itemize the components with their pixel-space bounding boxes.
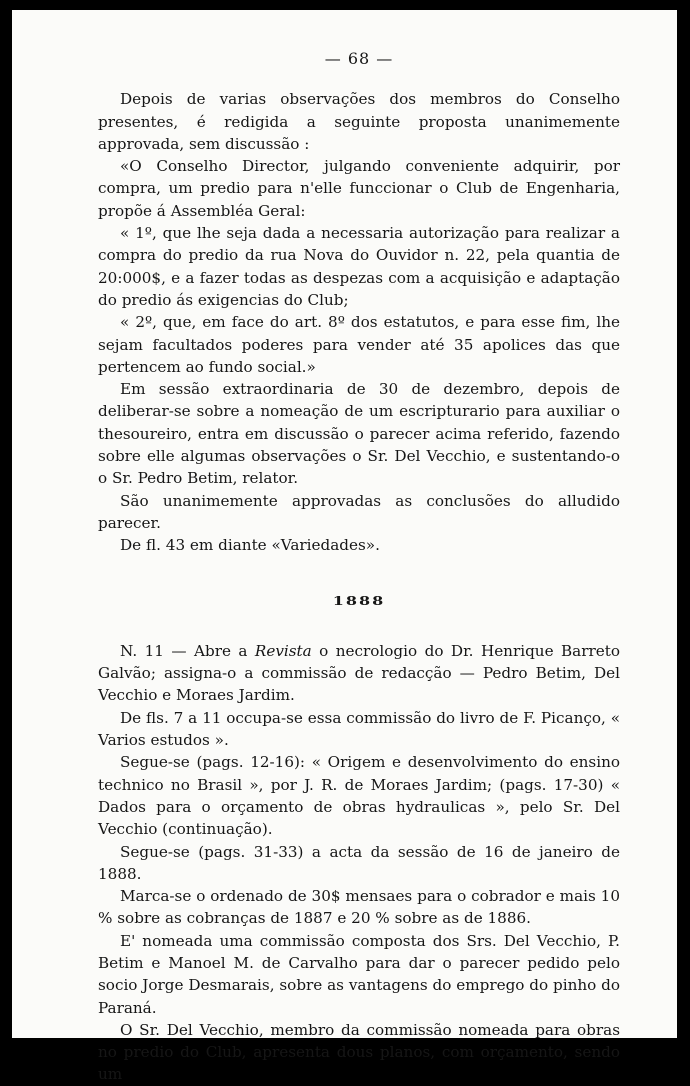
- paragraph: Em sessão extraordinaria de 30 de dezembro, depois de deliberar-se sobre a nomeação de um escripturario para auxiliar o thesoureiro, entra em discussão o parecer acima referido, fazendo sobre elle algumas observações o Sr. Del Vecchio, e sustentando-o o Sr. Pedro Betim, relator.: [98, 380, 620, 488]
- paragraph: Segue-se (pags. 31-33) a acta da sessão de 16 de janeiro de 1888.: [98, 842, 620, 883]
- paragraph: « 1º, que lhe seja dada a necessaria autorização para realizar a compra do predio da rua Nova do Ouvidor n. 22, pela quantia de 20:000$, e a fazer todas as despezas com a acquisição e adaptação do predio ás exigencias do Club;: [98, 224, 620, 309]
- page-number: — 68 —: [324, 49, 394, 68]
- journal-title: Revista: [254, 641, 312, 660]
- year-heading: 1888: [332, 593, 386, 608]
- paragraph-text: o necrologio do Dr. Henrique Barreto Galvão; assigna-o a commissão de redacção — Pedro Betim, Del Vecchio e Moraes Jardim.: [98, 641, 620, 705]
- document-page: [12, 10, 677, 1084]
- paragraph: E' nomeada uma commissão composta dos Srs. Del Vecchio, P. Betim e Manoel M. de Carvalho para dar o parecer pedido pelo socio Jorge Desmarais, sobre as vantagens do emprego do pinho do Paraná.: [98, 931, 620, 1017]
- paragraph: Segue-se (pags. 12-16): « Origem e desenvolvimento do ensino technico no Brasil », por J. R. de Moraes Jardim; (pags. 17-30) « Dados para o orçamento de obras hydraulicas », pelo Sr. Del Vecchio (continuação).: [98, 753, 620, 839]
- paragraph: « 2º, que, em face do art. 8º dos estatutos, e para esse fim, lhe sejam facultados poderes para vender até 35 apolices das que pertencem ao fundo social.»: [98, 313, 620, 376]
- paragraph: De fls. 7 a 11 occupa-se essa commissão do livro de F. Picanço, « Varios estudos ».: [98, 708, 620, 750]
- paragraph: Depois de varias observações dos membros do Conselho presentes, é redigida a seguinte proposta unanimemente approvada, sem discussão :: [98, 90, 620, 153]
- paragraph: [98, 640, 620, 707]
- paragraph: «O Conselho Director, julgando conveniente adquirir, por compra, um predio para n'elle funccionar o Club de Engenharia, propõe á Assembléa Geral:: [98, 157, 620, 220]
- paragraph: O Sr. Del Vecchio, membro da commissão nomeada para obras no predio do Club, apresenta dous planos, com orçamento, sendo um: [98, 1020, 620, 1084]
- paragraph: De fl. 43 em diante «Variedades».: [120, 536, 380, 555]
- paragraph-text: N. 11 — Abre a: [120, 641, 255, 660]
- paragraph: São unanimemente approvadas as conclusões do alludido parecer.: [98, 491, 620, 532]
- page-body: [98, 48, 620, 1086]
- paragraph: Marca-se o ordenado de 30$ mensaes para o cobrador e mais 10 % sobre as cobranças de 1887 e 20 % sobre as de 1886.: [98, 887, 620, 928]
